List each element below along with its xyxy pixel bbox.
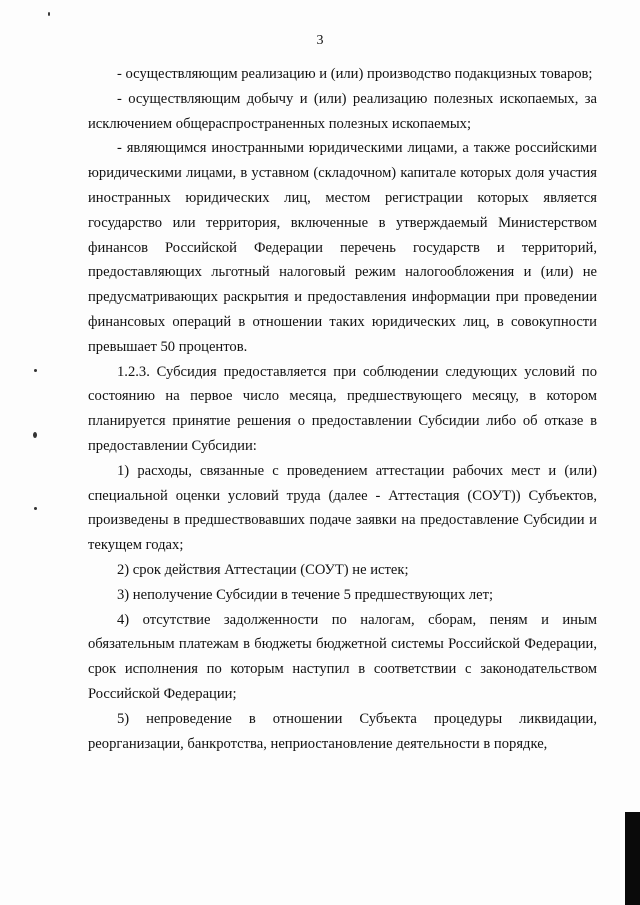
paragraph-excise-goods: - осуществляющим реализацию и (или) производство подакцизных товаров;	[117, 66, 593, 82]
paragraph-minerals: - осуществляющим добычу и (или) реализацию полезных ископаемых, за исключением общераспространенных полезных ископаемых;	[88, 90, 597, 132]
paragraph-1-2-3: 1.2.3. Субсидия предоставляется при соблюдении следующих условий по состоянию на первое число месяца, предшествующего месяцу, в котором планируется принятие решения о предоставлении Субсидии либо об отказе в предоставлении Субсидии:	[88, 363, 597, 454]
page-number: 3	[316, 33, 324, 48]
body-text	[88, 62, 597, 756]
scan-speck	[33, 432, 37, 438]
paragraph-condition-4: 4) отсутствие задолженности по налогам, сборам, пеням и иным обязательным платежам в бюджеты бюджетной системы Российской Федерации, срок исполнения по которым наступил в соответствии с законодательством Российской Федерации;	[88, 611, 597, 702]
scan-speck	[34, 369, 37, 372]
scan-speck	[48, 12, 50, 16]
paragraph-foreign-entities: - являющимся иностранными юридическими лицами, а также российскими юридическими лицами, в уставном (складочном) капитале которых доля участия иностранных юридических лиц, местом регистрации которых является государство или территория, включенные в утверждаемый Министерством финансов Российской Федерации перечень государств и территорий, предоставляющих льготный налоговый режим налогообложения и (или) не предусматривающих раскрытия и предоставления информации при проведении финансовых операций в отношении таких юридических лиц, в совокупности превышает 50 процентов.	[88, 140, 597, 355]
paragraph-condition-1: 1) расходы, связанные с проведением аттестации рабочих мест и (или) специальной оценки условий труда (далее - Аттестация (СОУТ)) Субъектов, произведены в предшествовавших подаче заявки на предоставление Субсидии и текущем годах;	[88, 462, 597, 554]
paragraph-condition-2: 2) срок действия Аттестации (СОУТ) не истек;	[117, 561, 409, 578]
scan-edge-shadow	[625, 812, 640, 905]
paragraph-condition-3: 3) неполучение Субсидии в течение 5 предшествующих лет;	[117, 586, 494, 603]
paragraph-condition-5: 5) непроведение в отношении Субъекта процедуры ликвидации, реорганизации, банкротства, неприостановление деятельности в порядке,	[88, 710, 597, 752]
scan-speck	[34, 507, 37, 510]
